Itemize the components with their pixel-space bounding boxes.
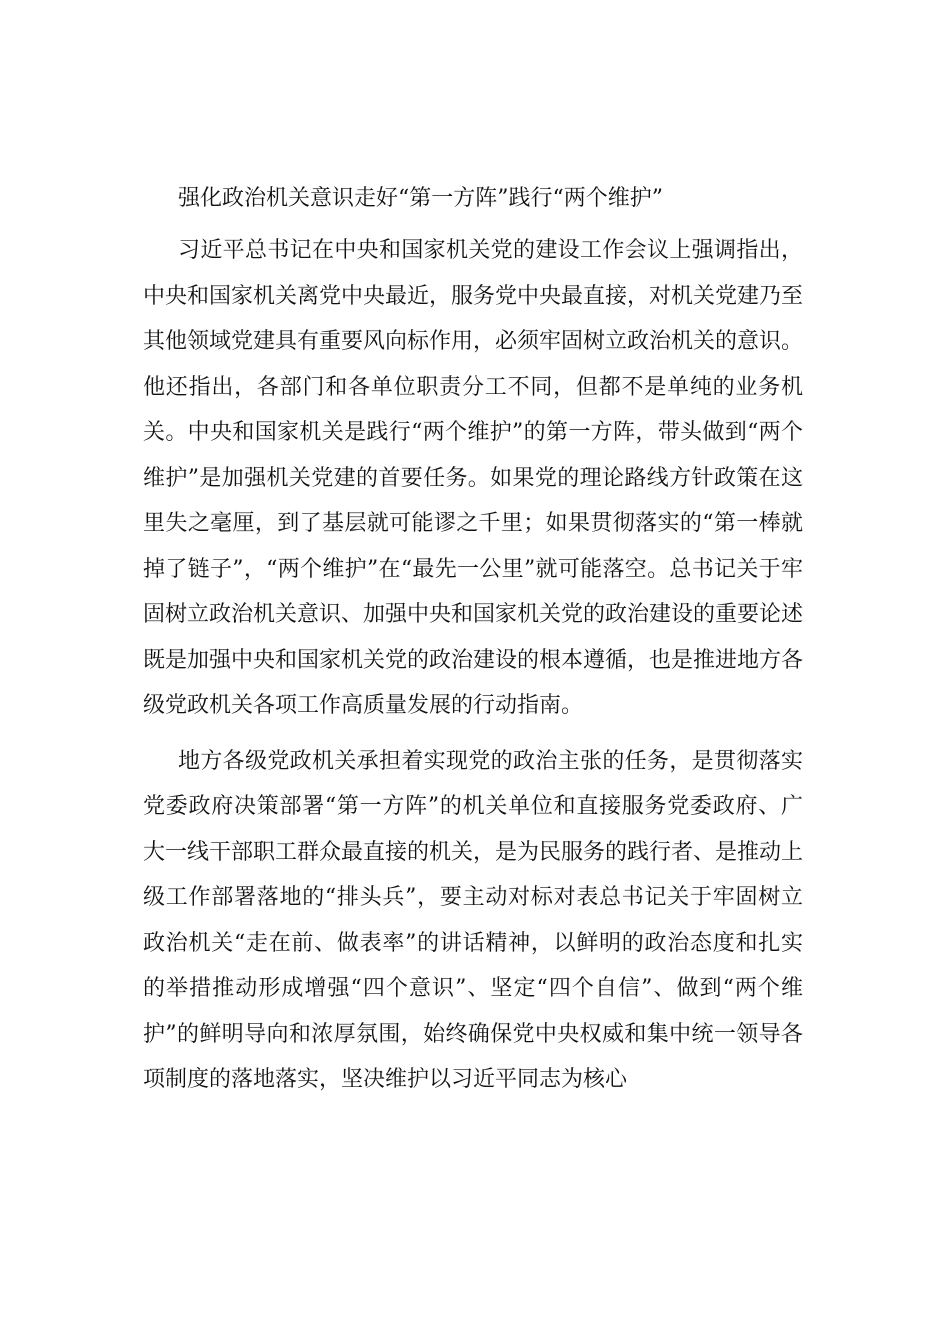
document-title: 强化政治机关意识走好“第一方阵”践行“两个维护”	[178, 186, 663, 211]
document-body	[143, 183, 803, 1103]
paragraph-2: 地方各级党政机关承担着实现党的政治主张的任务，是贯彻落实党委政府决策部署“第一方阵”的机关单位和直接服务党委政府、广大一线干部职工群众最直接的机关，是为民服务的践行者、是推动上级工作部署落地的“排头兵”，要主动对标对表总书记关于牢固树立政治机关“走在前、做表率”的讲话精神，以鲜明的政治态度和扎实的举措推动形成增强“四个意识”、坚定“四个自信”、做到“两个维护”的鲜明导向和浓厚氛围，始终确保党中央权威和集中统一领导各项制度的落地落实，坚决维护以习近平同志为核心	[143, 748, 804, 1092]
paragraph-1: 习近平总书记在中央和国家机关党的建设工作会议上强调指出，中央和国家机关离党中央最近，服务党中央最直接，对机关党建乃至其他领域党建具有重要风向标作用，必须牢固树立政治机关的意识。他还指出，各部门和各单位职责分工不同，但都不是单纯的业务机关。中央和国家机关是践行“两个维护”的第一方阵，带头做到“两个维护”是加强机关党建的首要任务。如果党的理论路线方针政策在这里失之毫厘，到了基层就可能谬之千里；如果贯彻落实的“第一棒就掉了链子”，“两个维护”在“最先一公里”就可能落空。总书记关于牢固树立政治机关意识、加强中央和国家机关党的政治建设的重要论述既是加强中央和国家机关党的政治建设的根本遵循，也是推进地方各级党政机关各项工作高质量发展的行动指南。	[143, 238, 804, 718]
